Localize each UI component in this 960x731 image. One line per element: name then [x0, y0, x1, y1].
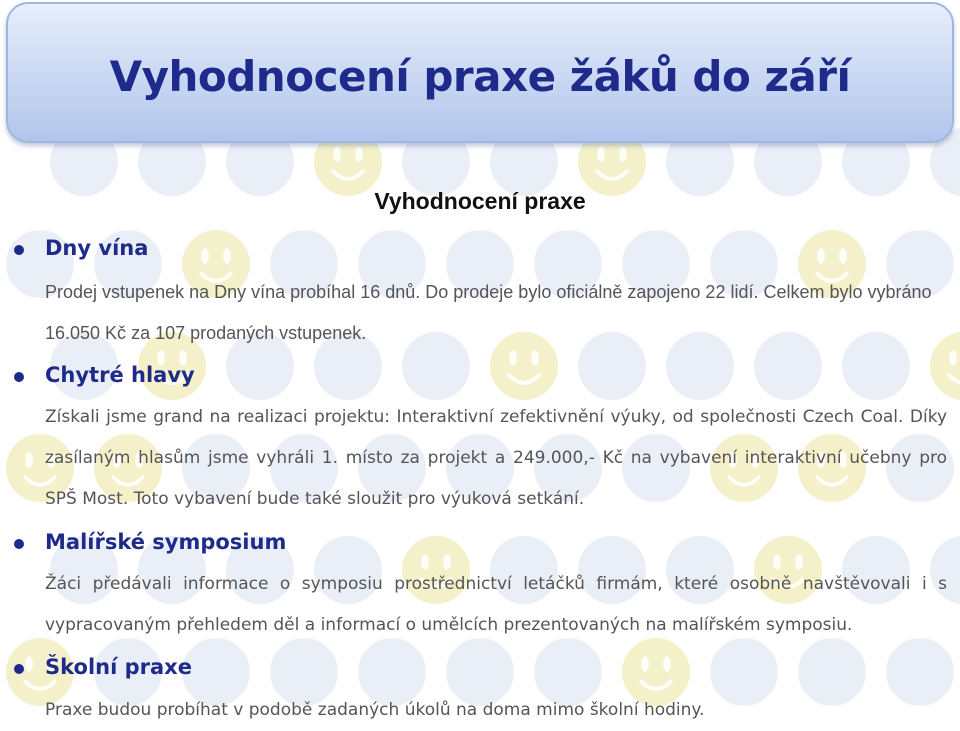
section-heading-chytre-hlavy: Chytré hlavy	[45, 363, 195, 387]
section-text-skolni-praxe: Praxe budou probíhat v podobě zadaných úkolů na doma mimo školní hodiny.	[45, 700, 705, 720]
slide-subtitle: Vyhodnocení praxe	[374, 188, 586, 214]
bullet-icon	[14, 539, 24, 549]
section-heading-malirske-symposium: Malířské symposium	[45, 530, 287, 554]
section-heading-skolni-praxe: Školní praxe	[45, 655, 192, 679]
bullet-icon	[14, 664, 24, 674]
section-text-malirske-symposium: Žáci předávali informace o symposiu prostřednictví letáčků firmám, které osobně navštěvovali i s vypracovaným přehledem děl a informací o umělcích prezentovaných na malířském symposiu.	[45, 574, 947, 635]
section-text-chytre-hlavy: Získali jsme grand na realizaci projektu: Interaktivní zefektivnění výuky, od společnosti Czech Coal. Díky zasílaným hlasům jsme vyhráli 1. místo za projekt a 249.000,- Kč na vybavení interaktivní učebny pro SPŠ Most. Toto vybavení bude také sloužit pro výuková setkání.	[45, 407, 947, 509]
slide-title: Vyhodnocení praxe žáků do září	[109, 52, 851, 101]
section-text-dny-vina: Prodej vstupenek na Dny vína probíhal 16 dnů. Do prodeje bylo oficiálně zapojeno 22 lidí. Celkem bylo vybráno 16.050 Kč za 107 prodaných vstupenek.	[45, 282, 932, 343]
bullet-icon	[14, 245, 24, 255]
bullet-icon	[14, 372, 24, 382]
section-heading-dny-vina: Dny vína	[45, 236, 149, 260]
